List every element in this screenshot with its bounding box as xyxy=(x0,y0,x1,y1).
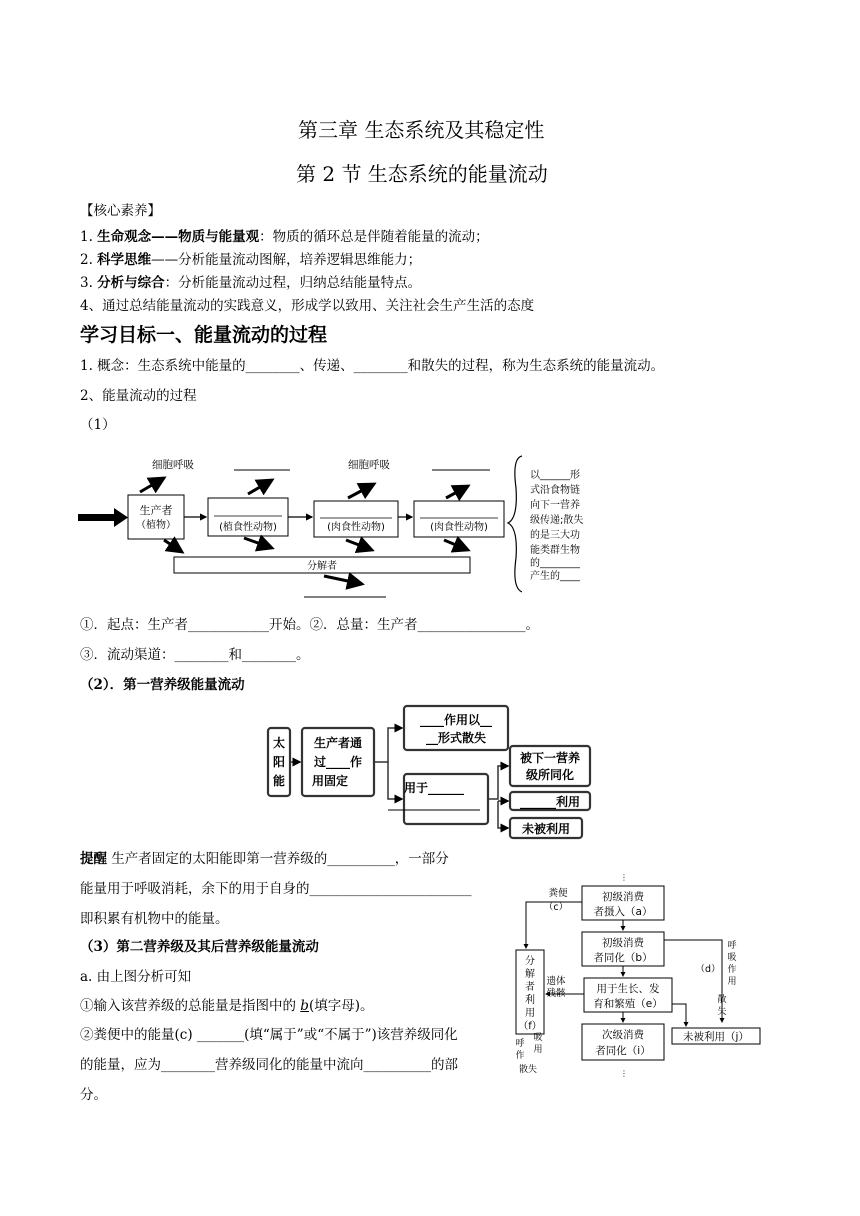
svg-text:的________: 的________ xyxy=(530,558,580,569)
svg-text:⋮: ⋮ xyxy=(620,1069,628,1078)
svg-text:用: 用 xyxy=(525,1008,535,1019)
literacy-item: 1. 生命观念——物质与能量观：物质的循环总是伴随着能量的流动； xyxy=(80,229,489,245)
literacy-item: 2. 科学思维——分析能量流动图解，培养逻辑思维能力； xyxy=(80,252,422,268)
tip-line-2: 能量用于呼吸消耗，余下的用于自身的________________________ xyxy=(80,881,472,897)
svg-text:遗体: 遗体 xyxy=(546,976,566,987)
svg-text:⋮: ⋮ xyxy=(620,874,628,882)
energy-flow-diagram xyxy=(76,448,616,603)
producer-sub: （植物） xyxy=(136,520,176,531)
svg-text:次级消费: 次级消费 xyxy=(602,1029,644,1041)
svg-text:分: 分 xyxy=(525,956,535,967)
svg-text:生产者通: 生产者通 xyxy=(313,736,363,750)
svg-text:的是三大功: 的是三大功 xyxy=(530,530,580,541)
process-heading: 2、能量流动的过程 xyxy=(80,388,197,404)
subsection-1: （1） xyxy=(80,417,116,433)
svg-text:式沿食物链: 式沿食物链 xyxy=(530,485,580,496)
svg-text:吸: 吸 xyxy=(727,953,737,963)
svg-text:____作用以__: ____作用以__ xyxy=(419,713,493,727)
svg-text:作: 作 xyxy=(515,1051,525,1061)
chapter-title: 第三章 生态系统及其稳定性 xyxy=(298,118,545,142)
herbivore-label: (植食性动物) xyxy=(219,522,277,533)
svg-text:用于______: 用于______ xyxy=(403,781,465,795)
subsection-2: （2）．第一营养级能量流动 xyxy=(80,677,245,693)
question-feces-3: 分。 xyxy=(80,1087,107,1103)
svg-text:产生的____: 产生的____ xyxy=(530,571,580,582)
question-channels: ③．流动渠道：________和________。 xyxy=(80,647,310,663)
svg-text:过____作: 过____作 xyxy=(313,755,363,769)
svg-text:利: 利 xyxy=(525,995,535,1006)
svg-text:向下一营养: 向下一营养 xyxy=(530,500,580,511)
svg-text:散: 散 xyxy=(717,995,727,1005)
tip-line-3: 即积累有机物中的能量。 xyxy=(80,911,229,927)
svg-text:散失: 散失 xyxy=(518,1065,538,1075)
subsection-3: （3）第二营养级及其后营养级能量流动 xyxy=(80,939,319,955)
respiration-label-right: 细胞呼吸 xyxy=(348,459,390,471)
svg-text:太: 太 xyxy=(272,736,286,750)
svg-text:以______形: 以______形 xyxy=(530,470,580,481)
svg-text:用: 用 xyxy=(533,1045,543,1055)
concept-question: 1. 概念：生态系统中能量的________、传递、________和散失的过程，称为生态系统的能量流动。 xyxy=(80,358,665,374)
svg-text:失: 失 xyxy=(717,1007,727,1017)
svg-text:能类群生物: 能类群生物 xyxy=(530,545,580,556)
svg-text:初级消费: 初级消费 xyxy=(602,891,644,903)
svg-text:能: 能 xyxy=(272,774,286,788)
svg-text:解: 解 xyxy=(525,969,535,980)
carnivore-label-1: (肉食性动物) xyxy=(327,522,385,533)
brace-text xyxy=(530,469,583,582)
producer-box xyxy=(128,495,184,539)
svg-text:被下一营养: 被下一营养 xyxy=(519,751,581,765)
svg-text:呼: 呼 xyxy=(515,1039,525,1049)
literacy-item: 4、通过总结能量流动的实践意义，形成学以致用、关注社会生产生活的态度 xyxy=(80,298,535,314)
svg-text:吸: 吸 xyxy=(533,1033,543,1043)
carnivore-label-2: (肉食性动物) xyxy=(430,522,488,533)
sunlight-arrow xyxy=(78,508,128,527)
svg-text:粪便: 粪便 xyxy=(548,888,568,899)
svg-text:未被利用（j）: 未被利用（j） xyxy=(683,1031,749,1043)
svg-text:未被利用: 未被利用 xyxy=(521,822,571,836)
first-trophic-diagram xyxy=(266,702,596,844)
second-trophic-diagram xyxy=(508,874,766,1080)
respiration-label-left: 细胞呼吸 xyxy=(152,459,194,471)
svg-text:者摄入（a）: 者摄入（a） xyxy=(593,906,653,918)
analysis-intro: a. 由上图分析可知 xyxy=(80,969,192,985)
svg-text:者同化（b）: 者同化（b） xyxy=(593,952,653,964)
tip-line-1: 提醒 生产者固定的太阳能即第一营养级的__________，一部分 xyxy=(80,851,449,867)
svg-text:呼: 呼 xyxy=(727,941,737,951)
question-start-total: ①．起点：生产者____________开始。②．总量：生产者________________。 xyxy=(80,617,539,633)
question-feces-1: ②粪便中的能量(c) _______(填“属于”或“不属于”)该营养级同化 xyxy=(80,1027,458,1043)
svg-text:（f）: （f） xyxy=(518,1021,542,1032)
goal-heading: 学习目标一、能量流动的过程 xyxy=(80,324,328,346)
svg-text:残骸: 残骸 xyxy=(546,988,566,999)
svg-text:阳: 阳 xyxy=(272,755,286,769)
svg-text:级传递;散失: 级传递;散失 xyxy=(530,515,584,526)
decomposer-label: 分解者 xyxy=(307,561,337,572)
section-title: 第 2 节 生态系统的能量流动 xyxy=(296,162,548,186)
literacy-item: 3. 分析与综合：分析能量流动过程，归纳总结能量特点。 xyxy=(80,275,422,291)
svg-text:者同化（i）: 者同化（i） xyxy=(595,1045,651,1057)
svg-text:用: 用 xyxy=(727,977,737,987)
svg-text:初级消费: 初级消费 xyxy=(602,937,644,949)
svg-text:（d）: （d） xyxy=(695,964,721,975)
svg-text:______利用: ______利用 xyxy=(519,795,581,809)
svg-text:__形式散失: __形式散失 xyxy=(425,731,487,745)
svg-text:用固定: 用固定 xyxy=(311,774,349,788)
svg-text:（c）: （c） xyxy=(543,902,569,913)
tip-label: 提醒 xyxy=(80,851,107,867)
question-feces-2: 的能量，应为________营养级同化的能量中流向__________的部 xyxy=(80,1057,458,1073)
svg-text:级所同化: 级所同化 xyxy=(525,768,575,782)
svg-text:作: 作 xyxy=(727,965,737,975)
producer-label: 生产者 xyxy=(139,504,173,517)
question-total-input: ①输入该营养级的总能量是指图中的 b(填字母)。 xyxy=(80,998,374,1014)
svg-text:用于生长、发: 用于生长、发 xyxy=(596,983,660,995)
svg-text:者: 者 xyxy=(525,982,535,993)
svg-text:育和繁殖（e）: 育和繁殖（e） xyxy=(593,998,663,1010)
literacy-heading: 【核心素养】 xyxy=(80,203,161,219)
